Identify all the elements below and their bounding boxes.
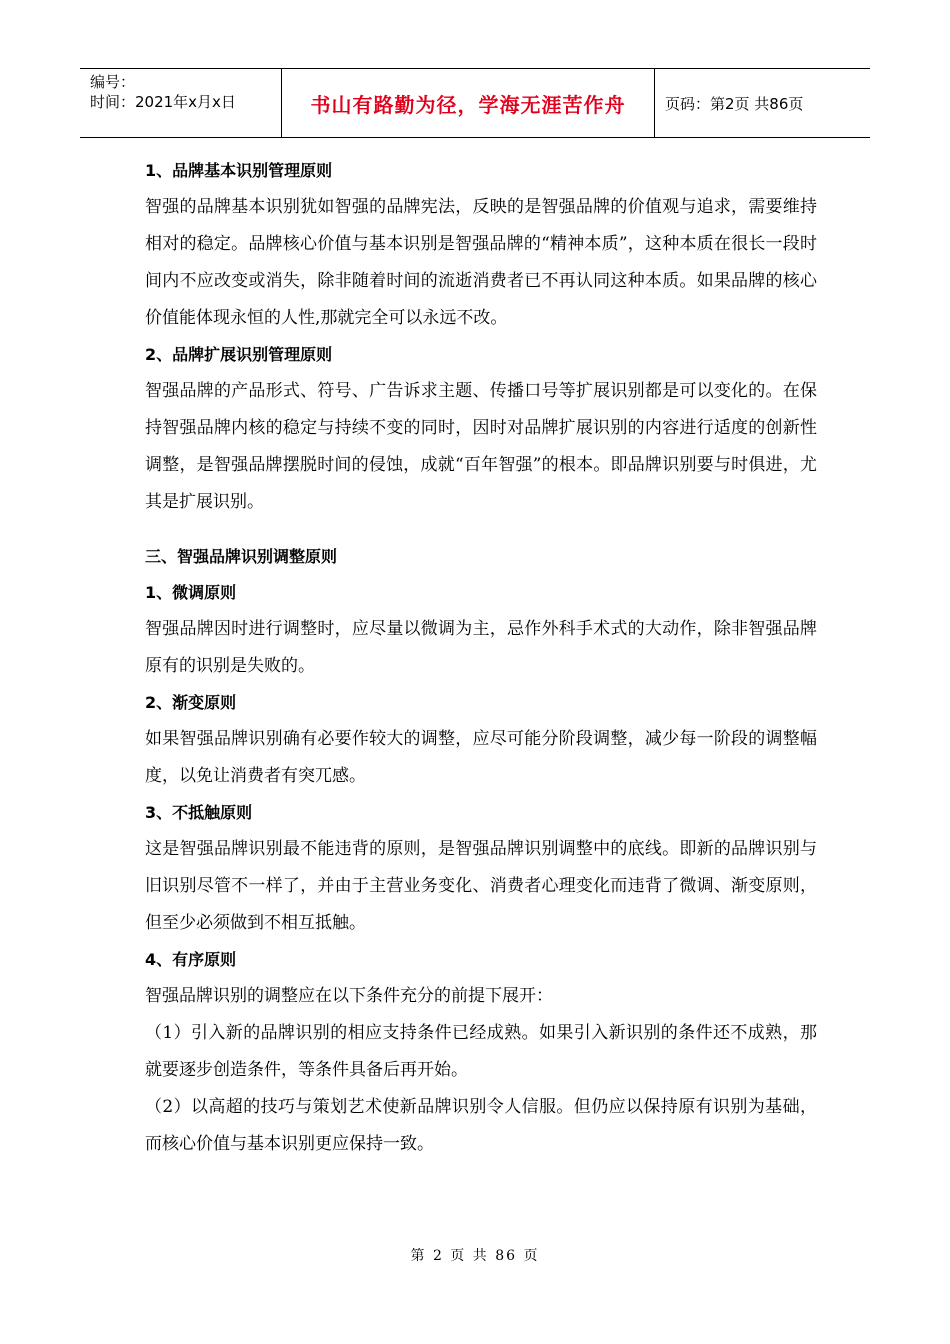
section-heading: 2、品牌扩展识别管理原则 — [145, 345, 333, 364]
paragraph: 这是智强品牌识别最不能违背的原则，是智强品牌识别调整中的底线。即新的品牌识别与旧识别尽管不一样了，并由于主营业务变化、消费者心理变化而违背了微调、渐变原则，但至少必须做到不相互抵触。 — [145, 839, 817, 933]
page-footer: 第 2 页 共 86 页 — [410, 1248, 540, 1264]
header-meta — [80, 69, 282, 137]
section-heading: 3、不抵触原则 — [145, 803, 253, 822]
header-page-label: 页码：第2页 共86页 — [665, 94, 804, 113]
document-body — [145, 153, 817, 1163]
header-motto-cell — [282, 69, 655, 137]
header-motto: 书山有路勤为径，学海无涯苦作舟 — [310, 92, 626, 117]
paragraph: 如果智强品牌识别确有必要作较大的调整，应尽可能分阶段调整，减少每一阶段的调整幅度，以免让消费者有突兀感。 — [145, 729, 817, 786]
document-date-label: 时间：2021年x月x日 — [90, 93, 236, 111]
list-item: （2）以高超的技巧与策划艺术使新品牌识别令人信服。但仍应以保持原有识别为基础，而核心价值与基本识别更应保持一致。 — [145, 1097, 817, 1154]
section-heading: 2、渐变原则 — [145, 693, 237, 712]
list-item: （1）引入新的品牌识别的相应支持条件已经成熟。如果引入新识别的条件还不成熟，那就要逐步创造条件，等条件具备后再开始。 — [145, 1023, 817, 1080]
page-header — [80, 68, 870, 138]
section-heading: 4、有序原则 — [145, 950, 237, 969]
document-number-label: 编号： — [90, 73, 136, 91]
spacer — [145, 521, 817, 539]
paragraph: 智强的品牌基本识别犹如智强的品牌宪法，反映的是智强品牌的价值观与追求，需要维持相对的稳定。品牌核心价值与基本识别是智强品牌的“精神本质”，这种本质在很长一段时间内不应改变或消失，除非随着时间的流逝消费者已不再认同这种本质。如果品牌的核心价值能体现永恒的人性,那就完全可以永远不改。 — [145, 197, 817, 328]
paragraph: 智强品牌识别的调整应在以下条件充分的前提下展开： — [145, 986, 553, 1006]
section-heading: 1、品牌基本识别管理原则 — [145, 161, 333, 180]
section-heading: 1、微调原则 — [145, 583, 237, 602]
chapter-heading: 三、智强品牌识别调整原则 — [145, 547, 338, 566]
paragraph: 智强品牌因时进行调整时，应尽量以微调为主，忌作外科手术式的大动作，除非智强品牌原有的识别是失败的。 — [145, 619, 817, 676]
paragraph: 智强品牌的产品形式、符号、广告诉求主题、传播口号等扩展识别都是可以变化的。在保持智强品牌内核的稳定与持续不变的同时，因时对品牌扩展识别的内容进行适度的创新性调整，是智强品牌摆脱时间的侵蚀，成就“百年智强”的根本。即品牌识别要与时俱进，尤其是扩展识别。 — [145, 381, 817, 512]
